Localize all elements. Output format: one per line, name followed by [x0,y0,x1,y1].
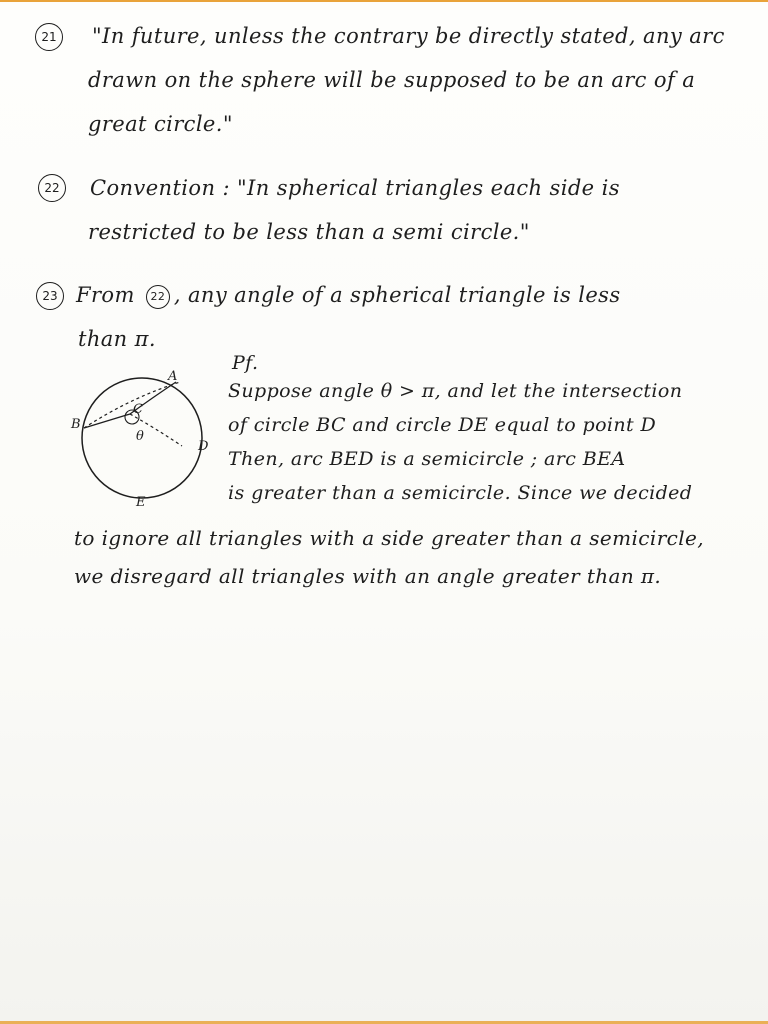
label-theta: θ [136,429,144,444]
proof-line-2: of circle BC and circle DE equal to point D [228,414,657,436]
closing-line-1: to ignore all triangles with a side greater than a semicircle, [74,526,705,550]
item-22-line-2: restricted to be less than a semi circle." [88,220,530,244]
label-a: A [168,369,178,384]
item-number-22: 22 [38,174,66,202]
label-d: D [198,439,209,454]
page-top-edge [0,0,768,2]
item-number-21: 21 [35,23,63,51]
proof-line-1: Suppose angle θ > π, and let the intersection [228,380,683,402]
closing-line-2: we disregard all triangles with an angle greater than π. [74,564,662,588]
item-21-line-1: "In future, unless the contrary be directly stated, any arc [92,24,725,48]
item-23-ref-22: 22 [146,285,170,309]
item-21-line-3: great circle." [88,112,233,136]
item-23-line-2: than π. [78,327,156,351]
sphere-diagram [70,368,220,508]
arc-bc [84,414,130,428]
label-e: E [136,495,146,508]
item-21-line-2: drawn on the sphere will be supposed to be an arc of a [88,68,696,92]
proof-line-4: is greater than a semicircle. Since we decided [228,482,693,504]
label-c: C [133,402,143,417]
item-23-line-1 [76,283,621,309]
label-b: B [71,417,81,432]
proof-line-3: Then, arc BED is a semicircle ; arc BEA [228,448,626,470]
item-number-23: 23 [36,282,64,310]
item-23-from: From [76,283,135,307]
proof-label: Pf. [232,352,259,374]
item-23-statement: , any angle of a spherical triangle is less [173,283,621,307]
item-22-line-1: Convention : "In spherical triangles each side is [90,176,620,200]
